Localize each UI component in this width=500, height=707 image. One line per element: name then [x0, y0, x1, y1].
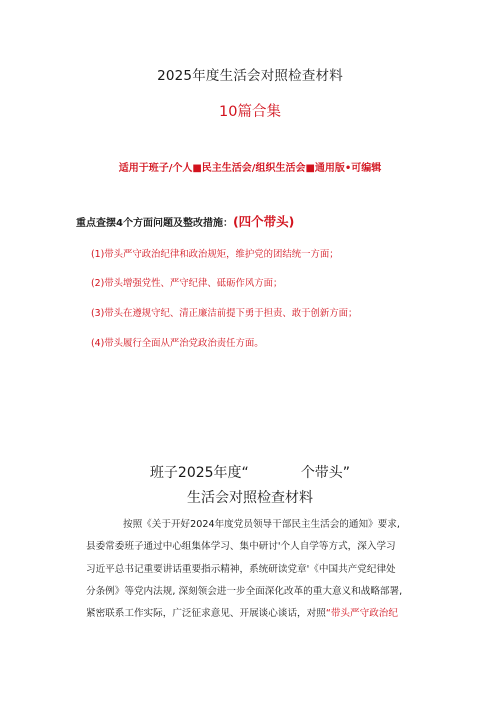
- article-title-line2: 生活会对照检查材料: [187, 490, 313, 506]
- four-leads-highlight: (四个带头): [232, 214, 295, 229]
- key-issues-heading: [76, 212, 294, 230]
- collection-subtitle: 10篇合集: [219, 104, 281, 120]
- applicability-note: 适用于班子/个人■民主生活会/组织生活会■通用版•可编辑: [118, 163, 382, 174]
- key-item-2: (2)带头增强党性、严守纪律、砥砺作风方面；: [91, 278, 283, 289]
- body-line-4: 分条例》等党内法规, 深刻领会进一步全面深化改革的重大意义和战略部署,: [86, 585, 403, 597]
- article-title-part1: 班子2025年度“: [149, 465, 249, 481]
- article-body: [86, 514, 432, 625]
- body-line-5-red: “带头严守政治纪: [325, 608, 398, 620]
- key-item-1: (1)带头严守政治纪律和政治规矩，维护党的团结统一方面；: [91, 249, 339, 260]
- body-line-3: 习近平总书记重要讲话重要指示精神，系统研读党章'《中国共产党纪律处: [86, 563, 396, 575]
- body-line-5: [86, 603, 432, 625]
- key-issues-label: 重点查摆4个方面问题及整改措施：: [76, 218, 233, 229]
- article-title-part2: 个带头”: [300, 465, 351, 481]
- body-line-2: 县委常委班子通过中心组集体学习、集中研讨'个人自学等方式，深入学习: [86, 541, 396, 553]
- body-line-1: 按照《关于开好2024年度党员领导干部民主生活会的通知》要求,: [123, 519, 400, 530]
- article-title-line1: [0, 462, 500, 482]
- body-line-5-text: 紧密联系工作实际，广泛征求意见、开展谈心谈话，对照: [86, 608, 326, 620]
- document-title: 2025年度生活会对照检查材料: [157, 68, 343, 84]
- key-item-3: (3)带头在遵规守纪、清正廉洁前提下勇于担责、敢于创新方面；: [91, 308, 358, 319]
- key-item-4: (4)带头履行全面从严治党政治责任方面。: [91, 338, 264, 349]
